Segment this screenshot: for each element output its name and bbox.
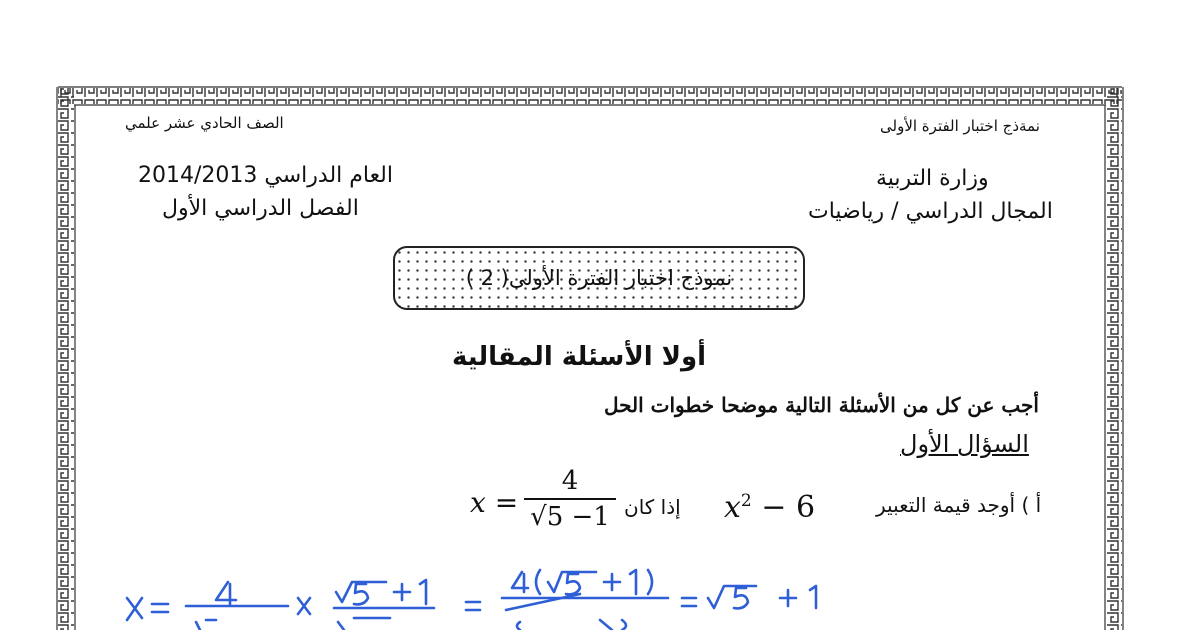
ministry: وزارة التربية (876, 166, 989, 191)
grade-label: الصف الحادي عشر علمي (125, 114, 284, 132)
fraction-lhs-text: x = (470, 486, 519, 519)
question-title: السؤال الأول (900, 430, 1029, 458)
expr-variable: x (724, 490, 741, 525)
expr-exponent: 2 (740, 491, 752, 511)
section-title: أولا الأسئلة المقالية (452, 342, 707, 372)
question-a-text: أ ) أوجد قيمة التعبير (876, 493, 1042, 517)
if-label: إذا كان (624, 495, 681, 519)
exam-title: نموذج اختبار الفترة الأولى( 2 ) (465, 266, 733, 290)
subject: المجال الدراسي / رياضيات (808, 199, 1053, 224)
fraction-denominator: √5 −1 (530, 502, 610, 532)
academic-year: العام الدراسي 2014/2013 (138, 163, 393, 188)
exam-name-small: نمةذج اختبار الفترة الأولى (880, 117, 1040, 135)
semester: الفصل الدراسي الأول (162, 196, 359, 221)
instruction-text: أجب عن كل من الأسئلة التالية موضحا خطوات الحل (604, 393, 1039, 417)
expr-constant: − 6 (761, 490, 816, 525)
fraction-numerator: 4 (561, 466, 579, 496)
